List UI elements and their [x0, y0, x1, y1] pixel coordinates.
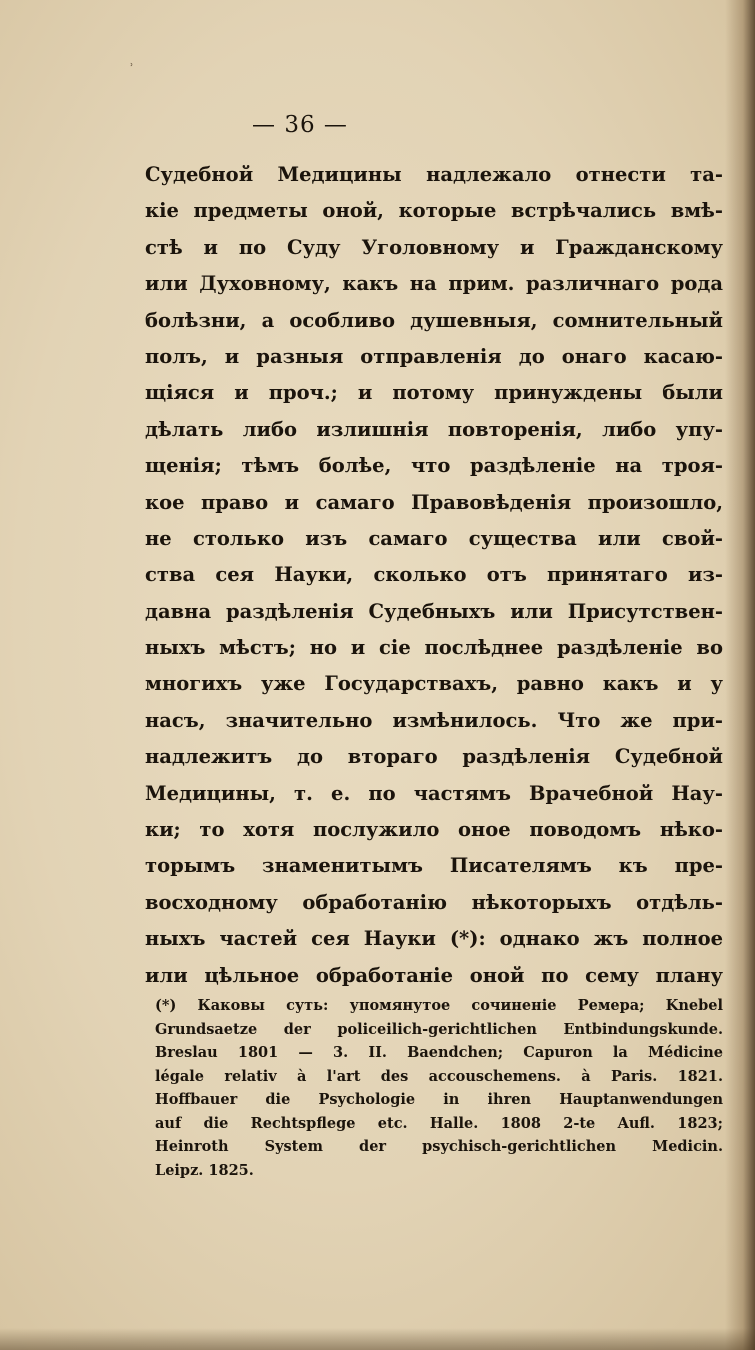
text-line: или Духовному, какъ на прим. различнаго рода	[145, 272, 723, 296]
text-line: или цѣльное обработаніе оной по сему плану	[145, 963, 723, 987]
text-line: болѣзни, а особливо душевныя, сомнительный	[145, 308, 723, 332]
footnote-line: Leipz. 1825.	[155, 1161, 254, 1179]
footnote	[155, 994, 723, 1182]
text-line: кіе предметы оной, которые встрѣчались вмѣ-	[145, 199, 723, 223]
text-line: не столько изъ самаго существа или свой-	[145, 526, 723, 550]
footnote-line: Heinroth System der psychisch-gerichtlichen Medicin.	[155, 1138, 723, 1155]
text-line: восходному обработанію нѣкоторыхъ отдѣль-	[145, 890, 723, 914]
text-line: многихъ уже Государствахъ, равно какъ и у	[145, 672, 723, 696]
text-line: насъ, значительно измѣнилось. Что же при-	[145, 708, 723, 732]
text-line: полъ, и разныя отправленія до онаго касаю-	[145, 344, 723, 368]
text-line: кое право и самаго Правовѣденія произошло,	[145, 490, 723, 514]
text-line: торымъ знаменитымъ Писателямъ къ пре-	[145, 854, 723, 878]
page-spine-shadow	[725, 0, 755, 1350]
page-number: — 36 —	[252, 112, 348, 138]
text-line: давна раздѣленія Судебныхъ или Присутствен-	[145, 599, 723, 623]
text-line: ныхъ мѣстъ; но и сіе послѣднее раздѣленіе во	[145, 636, 723, 660]
text-line: Судебной Медицины надлежало отнести та-	[145, 163, 723, 186]
footnote-line: Grundsaetze der policeilich-gerichtlichen Entbindungskunde.	[155, 1020, 723, 1038]
footnote-line: légale relativ à l'art des accouschemens. à Paris. 1821.	[155, 1067, 723, 1085]
text-line: стѣ и по Суду Уголовному и Гражданскому	[145, 235, 723, 259]
text-line: щенія; тѣмъ болѣе, что раздѣленіе на троя-	[145, 454, 723, 478]
text-line: дѣлать либо излишнія повторенія, либо упу-	[145, 417, 723, 441]
text-line: ки; то хотя послужило оное поводомъ нѣко-	[145, 818, 723, 842]
text-line: щіяся и проч.; и потому принуждены были	[145, 381, 723, 405]
main-text	[145, 157, 723, 994]
footnote-line: auf die Rechtspflege etc. Halle. 1808 2-te Aufl. 1823;	[155, 1114, 723, 1132]
text-line: ства сея Науки, сколько отъ принятаго из-	[145, 563, 723, 587]
footnote-line: Breslau 1801 — 3. II. Baendchen; Capuron la Médicine	[155, 1044, 723, 1061]
paper-speck: ˒	[130, 58, 134, 72]
text-line: надлежитъ до втораго раздѣленія Судебной	[145, 745, 723, 769]
text-line: Медицины, т. е. по частямъ Врачебной Нау-	[145, 781, 723, 805]
footnote-line: (*) Каковы суть: упомянутое сочиненіе Ремера; Knebel	[155, 997, 723, 1014]
footnote-line: Hoffbauer die Psychologie in ihren Hauptanwendungen	[155, 1091, 723, 1108]
page-bottom-edge	[0, 1328, 755, 1350]
text-line: ныхъ частей сея Науки (*): однако жъ полное	[145, 927, 723, 951]
